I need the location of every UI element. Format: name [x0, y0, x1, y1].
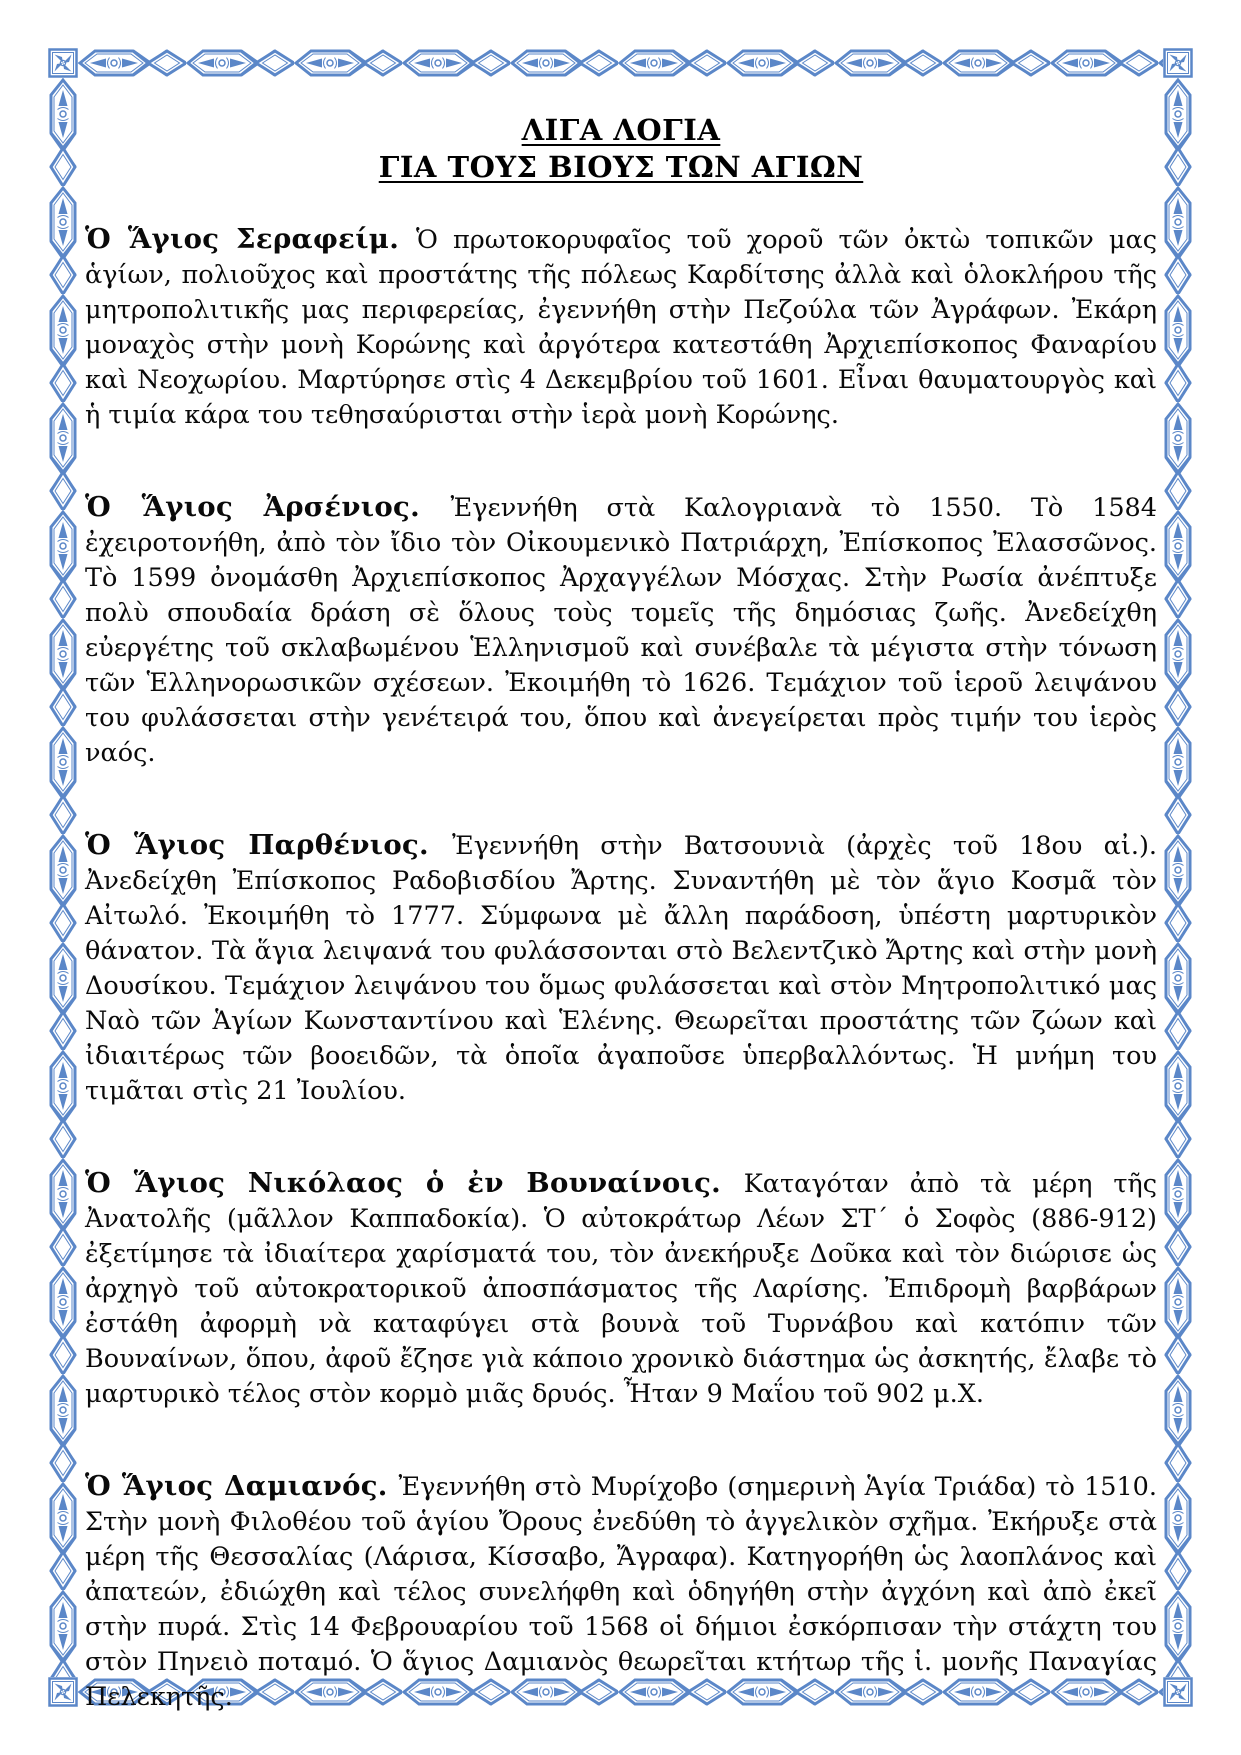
saint-biography-text: Ἐγεννήθη στὴν Βατσουνιὰ (ἀρχὲς τοῦ 18ου αἰ.). Ἀνεδείχθη Ἐπίσκοπος Ραδοβισδίου Ἄρτης. Συναντήθη μὲ τὸν ἅγιο Κοσμᾶ τὸν Αἰτωλό. Ἐκοιμήθη τὸ 1777. Σύμφωνα μὲ ἄλλη παράδοση, ὑπέστη μαρτυρικὸν θάνατον. Τὰ ἅγια λειψανά του φυλάσσονται στὸ Βελεντζικὸ Ἄρτης καὶ στὴν μονὴ Δουσίκου. Τεμάχιον λειψάνου του ὅμως φυλάσσεται καὶ στὸν Μητροπολιτικό μας Ναὸ τῶν Ἁγίων Κωνσταντίνου καὶ Ἑλένης. Θεωρεῖται προστάτης τῶν ζώων καὶ ἰδιαιτέρως τῶν βοοειδῶν, τὰ ὁποῖα ἀγαποῦσε ὑπερβαλλόντως. Ἡ μνήμη του τιμᾶται στὶς 21 Ἰουλίου.: [85, 831, 1157, 1106]
saint-paragraph: [85, 490, 1157, 771]
saint-paragraph: [85, 828, 1157, 1109]
border-chain-left: [48, 78, 78, 1677]
saint-biography-text: Ὁ πρωτοκορυφαῖος τοῦ χοροῦ τῶν ὀκτὼ τοπικῶν μας ἁγίων, πολιοῦχος καὶ προστάτης τῆς πόλεως Καρδίτσης ἀλλὰ καὶ ὁλοκλήρου τῆς μητροπολιτικῆς μας περιφερείας, ἐγεννήθη στὴν Πεζούλα τῶν Ἀγράφων. Ἐκάρη μοναχὸς στὴν μονὴ Κορώνης καὶ ἀργότερα κατεστάθη Ἀρχιεπίσκοπος Φαναρίου καὶ Νεοχωρίου. Μαρτύρησε στὶς 4 Δεκεμβρίου τοῦ 1601. Εἶναι θαυματουργὸς καὶ ἡ τιμία κάρα του τεθησαύρισται στὴν ἱερὰ μονὴ Κορώνης.: [85, 225, 1157, 430]
saint-name-lead: Ὁ Ἅγιος Δαμιανός.: [85, 1470, 399, 1502]
saint-name-lead: Ὁ Ἅγιος Ἀρσένιος.: [85, 491, 451, 523]
saint-name-lead: Ὁ Ἅγιος Παρθένιος.: [85, 829, 452, 861]
saint-paragraph: [85, 1469, 1157, 1715]
title-line-1: ΛΙΓΑ ΛΟΓΙΑ: [521, 113, 721, 147]
document-content: [85, 112, 1157, 1715]
border-chain-top: [78, 48, 1163, 78]
saint-biography-text: Καταγόταν ἀπὸ τὰ μέρη τῆς Ἀνατολῆς (μᾶλλον Καππαδοκία). Ὁ αὐτοκράτωρ Λέων ΣΤ΄ ὁ Σοφὸς (886-912) ἐξετίμησε τὰ ἰδιαίτερα χαρίσματά του, τὸν ἀνεκήρυξε Δοῦκα καὶ τὸν διώρισε ὡς ἀρχηγὸ τοῦ αὐτοκρατορικοῦ ἀποσπάσματος τῆς Λαρίσης. Ἐπιδρομὴ βαρβάρων ἐστάθη ἀφορμὴ νὰ καταφύγει στὰ βουνὰ τοῦ Τυρνάβου καὶ κατόπιν τῶν Βουναίνων, ὅπου, ἀφοῦ ἔζησε γιὰ κάποιο χρονικὸ διάστημα ὡς ἀσκητής, ἔλαβε τὸ μαρτυρικὸ τέλος στὸν κορμὸ μιᾶς δρυός. Ἦταν 9 Μαΐου τοῦ 902 μ.Χ.: [85, 1169, 1157, 1409]
saint-name-lead: Ὁ Ἅγιος Σεραφείμ.: [85, 223, 416, 255]
saint-name-lead: Ὁ Ἅγιος Νικόλαος ὁ ἐν Βουναίνοις.: [85, 1167, 744, 1199]
paragraph-list: [85, 222, 1157, 1715]
border-corner-pinwheel-icon: [48, 48, 78, 78]
border-corner-pinwheel-icon: [1163, 48, 1193, 78]
saint-biography-text: Ἐγεννήθη στὸ Μυρίχοβο (σημερινὴ Ἁγία Τριάδα) τὸ 1510. Στὴν μονὴ Φιλοθέου τοῦ ἁγίου Ὄρους ἐνεδύθη τὸ ἀγγελικὸν σχῆμα. Ἐκήρυξε στὰ μέρη τῆς Θεσσαλίας (Λάρισα, Κίσσαβο, Ἄγραφα). Κατηγορήθη ὡς λαοπλάνος καὶ ἀπατεών, ἐδιώχθη καὶ τέλος συνελήφθη καὶ ὁδηγήθη στὴν ἀγχόνη καὶ ἀπὸ ἐκεῖ στὴν πυρά. Στὶς 14 Φεβρουαρίου τοῦ 1568 οἱ δήμιοι ἐσκόρπισαν τὴν στάχτη του στὸν Πηνειὸ ποταμό. Ὁ ἅγιος Δαμιανὸς θεωρεῖται κτήτωρ τῆς ἱ. μονῆς Παναγίας Πελεκητῆς.: [85, 1472, 1157, 1712]
title-line-2: ΓΙΑ ΤΟΥΣ ΒΙΟΥΣ ΤΩΝ ΑΓΙΩΝ: [378, 150, 864, 184]
border-corner-pinwheel-icon: [48, 1677, 78, 1707]
border-chain-right: [1163, 78, 1193, 1677]
saint-paragraph: [85, 222, 1157, 433]
saint-biography-text: Ἐγεννήθη στὰ Καλογριανὰ τὸ 1550. Τὸ 1584 ἐχειροτονήθη, ἀπὸ τὸν ἴδιο τὸν Οἰκουμενικὸ Πατριάρχη, Ἐπίσκοπος Ἐλασσῶνος. Τὸ 1599 ὀνομάσθη Ἀρχιεπίσκοπος Ἀρχαγγέλων Μόσχας. Στὴν Ρωσία ἀνέπτυξε πολὺ σπουδαία δράση σὲ ὅλους τοὺς τομεῖς τῆς δημόσιας ζωῆς. Ἀνεδείχθη εὐεργέτης τοῦ σκλαβωμένου Ἑλληνισμοῦ καὶ συνέβαλε τὰ μέγιστα στὴν τόνωση τῶν Ἑλληνορωσικῶν σχέσεων. Ἐκοιμήθη τὸ 1626. Τεμάχιον τοῦ ἱεροῦ λειψάνου του φυλάσσεται στὴν γενέτειρά του, ὅπου καὶ ἀνεγείρεται πρὸς τιμήν του ἱερὸς ναός.: [85, 493, 1158, 768]
page-title: [85, 112, 1157, 186]
saint-paragraph: [85, 1166, 1157, 1412]
border-corner-pinwheel-icon: [1163, 1677, 1193, 1707]
